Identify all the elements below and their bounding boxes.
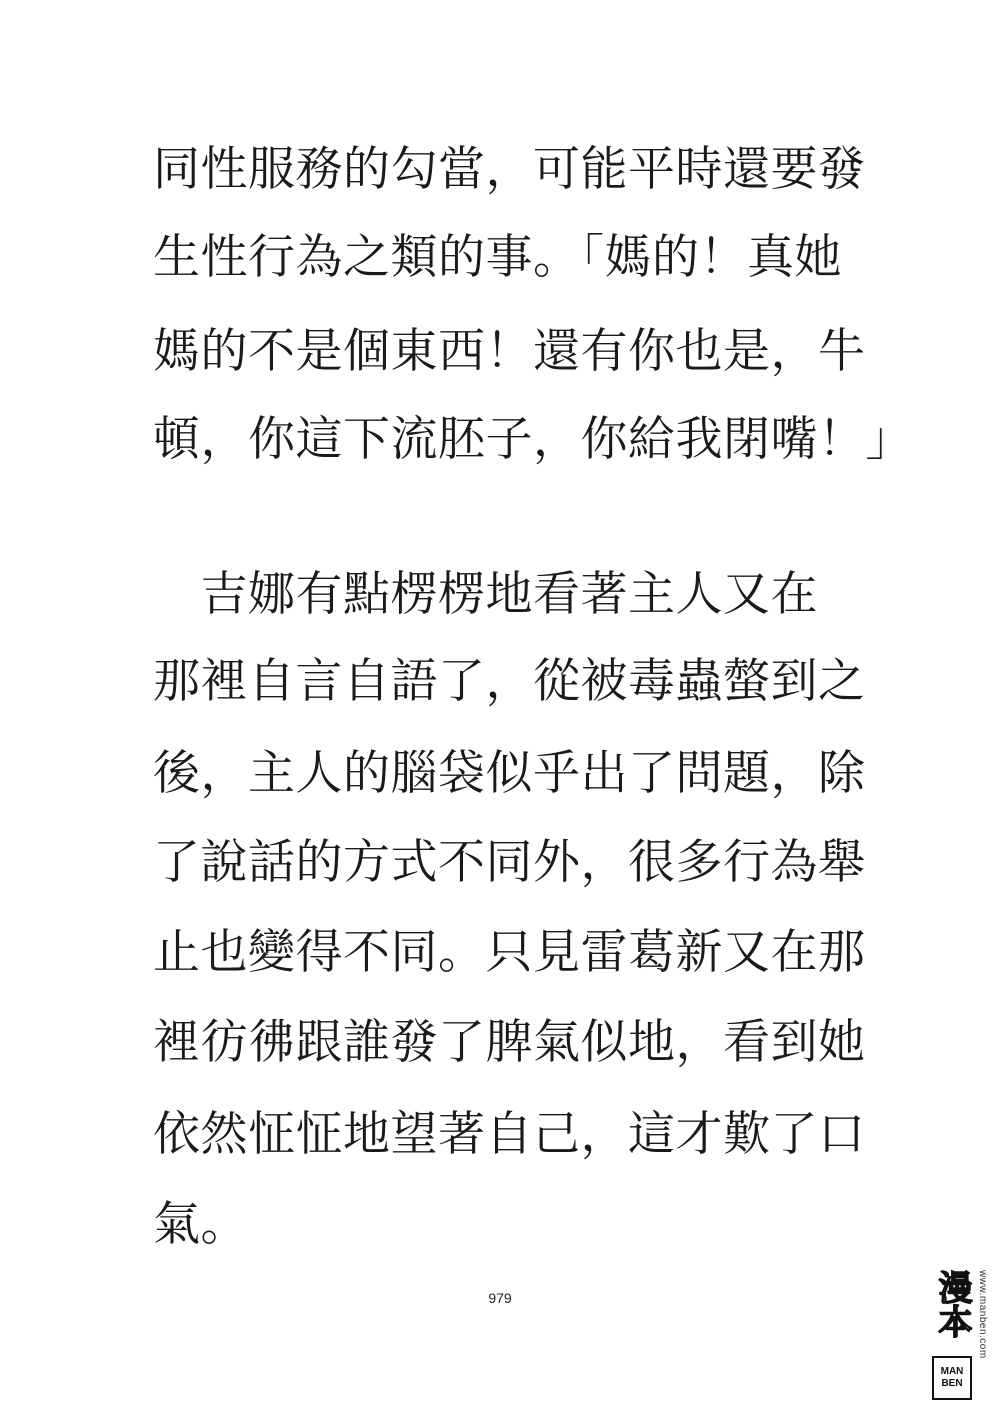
text-line: 止也變得不同。只見雷葛新又在那 — [153, 925, 866, 980]
watermark-box-bottom: BEN — [941, 1378, 963, 1389]
text-line: 後，主人的腦袋似乎出了問題，除 — [153, 746, 866, 801]
watermark-box-top: MAN — [940, 1366, 964, 1377]
text-line: 吉娜有點楞楞地看著主人又在 — [153, 567, 818, 622]
watermark-logo — [930, 1270, 988, 1400]
watermark-box — [932, 1356, 972, 1400]
watermark-url: www.manben.com — [977, 1270, 988, 1359]
text-line: 媽的不是個東西！還有你也是，牛 — [153, 324, 866, 379]
text-line: 裡彷彿跟誰發了脾氣似地，看到她 — [153, 1015, 866, 1070]
text-line: 頓，你這下流胚子，你給我閉嘴！」 — [153, 412, 913, 467]
page-number: 979 — [488, 1290, 512, 1306]
text-line: 那裡自言自語了，從被毒蟲螫到之 — [153, 654, 866, 709]
text-line: 氣。 — [153, 1197, 248, 1252]
text-line: 同性服務的勾當，可能平時還要發 — [153, 142, 866, 197]
watermark-brand: 漫本 — [932, 1270, 972, 1338]
text-line: 依然怔怔地望著自己，這才歎了口 — [153, 1107, 866, 1162]
text-line: 了說話的方式不同外，很多行為舉 — [153, 835, 866, 890]
text-line: 生性行為之類的事。「媽的！真她 — [153, 230, 842, 285]
